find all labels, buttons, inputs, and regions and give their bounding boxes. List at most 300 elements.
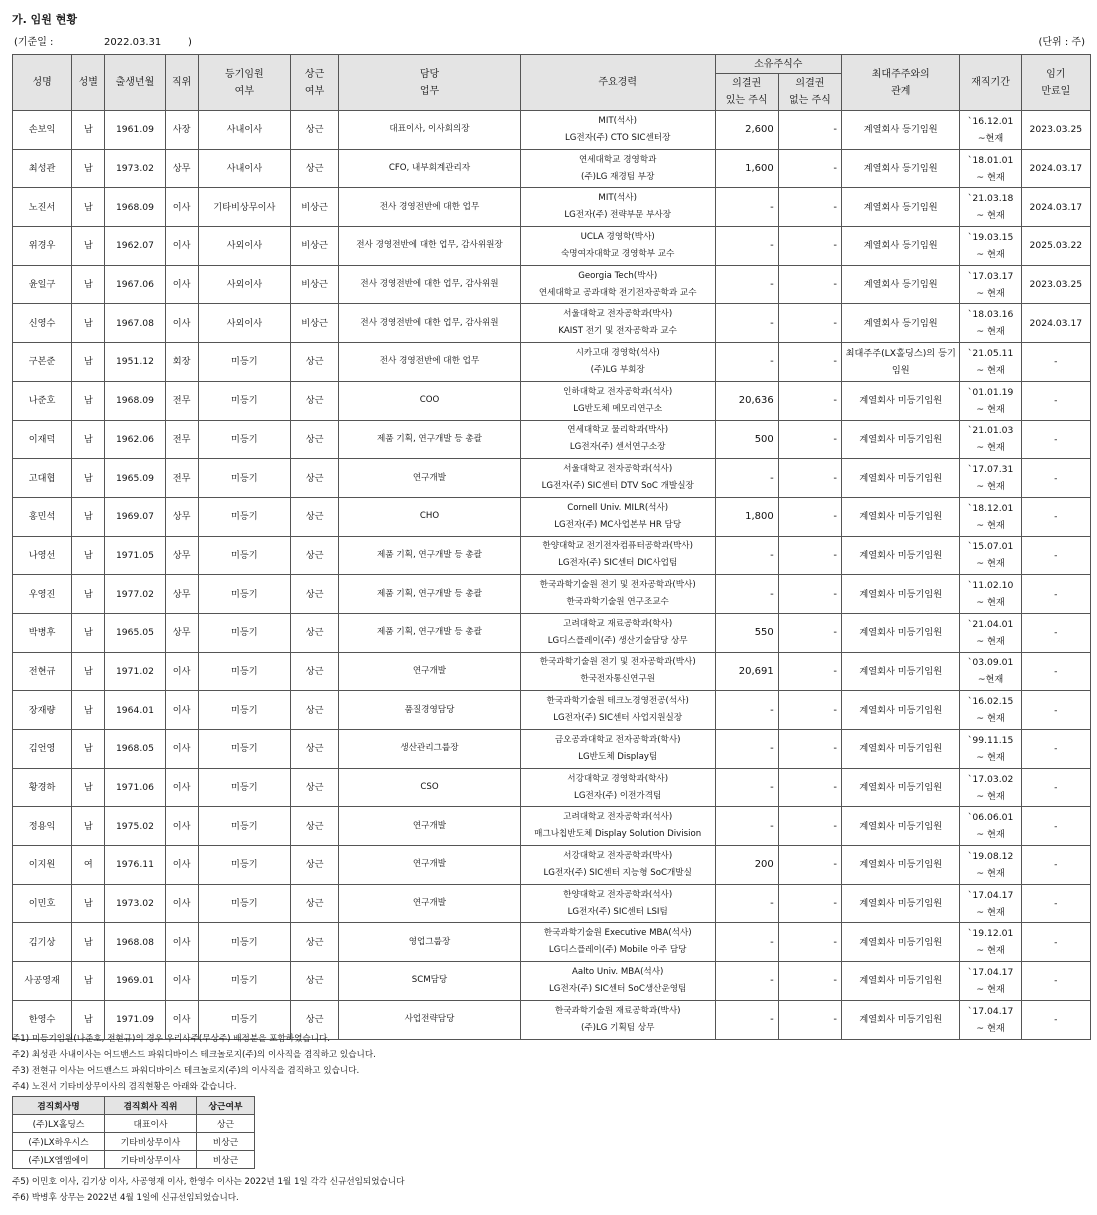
cell-gender: 남	[72, 381, 105, 420]
table-row	[13, 575, 1091, 614]
cell-birth: 1971.06	[105, 768, 165, 807]
cell-nonvoting-shares: -	[778, 343, 841, 382]
cell-gender: 남	[72, 575, 105, 614]
table-row	[13, 691, 1091, 730]
sub-table-cell: 기타비상무이사	[105, 1151, 197, 1169]
cell-gender: 남	[72, 149, 105, 188]
sub-table-row	[13, 1133, 255, 1151]
cell-gender: 여	[72, 846, 105, 885]
cell-position: 이사	[165, 923, 198, 962]
cell-tenure: `03.09.01 ~현재	[960, 652, 1021, 691]
cell-voting-shares: -	[715, 188, 778, 227]
cell-relation: 계열회사 미등기임원	[842, 575, 960, 614]
cell-gender: 남	[72, 343, 105, 382]
cell-relation: 계열회사 미등기임원	[842, 691, 960, 730]
cell-fulltime: 상근	[290, 691, 338, 730]
cell-voting-shares: -	[715, 265, 778, 304]
cell-duty: 연구개발	[339, 884, 521, 923]
cell-career: 한국과학기술원 Executive MBA(석사) LG디스플레이(주) Mobile 아주 담당	[520, 923, 715, 962]
footnote: 주1) 미등기임원(나준호, 전현규)의 경우 우리사주(무상주) 배정분을 포함하였습니다.	[12, 1034, 331, 1044]
cell-duty: 제품 기획, 연구개발 등 총괄	[339, 575, 521, 614]
cell-voting-shares: -	[715, 807, 778, 846]
cell-tenure: `11.02.10 ~ 현재	[960, 575, 1021, 614]
cell-position: 전무	[165, 420, 198, 459]
cell-voting-shares: -	[715, 536, 778, 575]
sub-table-cell: 대표이사	[105, 1115, 197, 1133]
cell-nonvoting-shares: -	[778, 497, 841, 536]
cell-position: 이사	[165, 304, 198, 343]
cell-tenure: `17.03.02 ~ 현재	[960, 768, 1021, 807]
cell-duty: CFO, 내부회계관리자	[339, 149, 521, 188]
cell-relation: 계열회사 미등기임원	[842, 730, 960, 769]
cell-voting-shares: 500	[715, 420, 778, 459]
cell-relation: 계열회사 미등기임원	[842, 652, 960, 691]
sub-table-cell: (주)LX홀딩스	[13, 1115, 105, 1133]
cell-relation: 최대주주(LX홀딩스)의 등기임원	[842, 343, 960, 382]
cell-duty: 제품 기획, 연구개발 등 총괄	[339, 613, 521, 652]
table-row	[13, 497, 1091, 536]
cell-career: 서울대학교 전자공학과(박사) KAIST 전기 및 전자공학과 교수	[520, 304, 715, 343]
cell-career: UCLA 경영학(박사) 숙명여자대학교 경영학부 교수	[520, 227, 715, 266]
header-duty: 담당 업무	[339, 55, 521, 111]
cell-term: -	[1021, 846, 1090, 885]
header-fulltime: 상근 여부	[290, 55, 338, 111]
cell-registered: 미등기	[198, 459, 290, 498]
header-birth: 출생년월	[105, 55, 165, 111]
cell-name: 노진서	[13, 188, 72, 227]
cell-relation: 계열회사 등기임원	[842, 227, 960, 266]
cell-fulltime: 상근	[290, 381, 338, 420]
cell-term: 2025.03.22	[1021, 227, 1090, 266]
cell-name: 위경우	[13, 227, 72, 266]
table-row	[13, 923, 1091, 962]
cell-term: -	[1021, 343, 1090, 382]
cell-birth: 1971.02	[105, 652, 165, 691]
sub-header-fulltime: 상근여부	[197, 1097, 255, 1115]
cell-name: 최성관	[13, 149, 72, 188]
sub-table-cell: 기타비상무이사	[105, 1133, 197, 1151]
cell-nonvoting-shares: -	[778, 304, 841, 343]
cell-duty: 생산관리그룹장	[339, 730, 521, 769]
cell-nonvoting-shares: -	[778, 768, 841, 807]
cell-fulltime: 상근	[290, 652, 338, 691]
cell-term: -	[1021, 536, 1090, 575]
cell-term: -	[1021, 459, 1090, 498]
cell-duty: SCM담당	[339, 962, 521, 1001]
cell-relation: 계열회사 등기임원	[842, 149, 960, 188]
cell-duty: 사업전략담당	[339, 1000, 521, 1039]
header-shares: 소유주식수	[715, 55, 841, 74]
cell-relation: 계열회사 미등기임원	[842, 459, 960, 498]
cell-nonvoting-shares: -	[778, 149, 841, 188]
cell-relation: 계열회사 미등기임원	[842, 420, 960, 459]
cell-tenure: `01.01.19 ~ 현재	[960, 381, 1021, 420]
cell-duty: 전사 경영전반에 대한 업무	[339, 188, 521, 227]
table-row	[13, 807, 1091, 846]
cell-gender: 남	[72, 807, 105, 846]
cell-position: 상무	[165, 536, 198, 575]
cell-position: 상무	[165, 613, 198, 652]
cell-career: 한국과학기술원 테크노경영전공(석사) LG전자(주) SIC센터 사업지원실장	[520, 691, 715, 730]
cell-name: 우영진	[13, 575, 72, 614]
cell-duty: COO	[339, 381, 521, 420]
table-row	[13, 962, 1091, 1001]
basis-open: (기준일 :	[14, 37, 54, 48]
cell-registered: 미등기	[198, 884, 290, 923]
cell-registered: 미등기	[198, 497, 290, 536]
header-gender: 성별	[72, 55, 105, 111]
cell-position: 이사	[165, 846, 198, 885]
cell-gender: 남	[72, 691, 105, 730]
cell-name: 박병후	[13, 613, 72, 652]
cell-nonvoting-shares: -	[778, 188, 841, 227]
cell-voting-shares: 550	[715, 613, 778, 652]
cell-career: Georgia Tech(박사) 연세대학교 공과대학 전기전자공학과 교수	[520, 265, 715, 304]
cell-nonvoting-shares: -	[778, 962, 841, 1001]
cell-duty: 제품 기획, 연구개발 등 총괄	[339, 420, 521, 459]
footnotes	[12, 1031, 376, 1095]
cell-relation: 계열회사 등기임원	[842, 111, 960, 150]
cell-birth: 1975.02	[105, 807, 165, 846]
cell-fulltime: 비상근	[290, 188, 338, 227]
cell-tenure: `17.04.17 ~ 현재	[960, 1000, 1021, 1039]
cell-term: 2024.03.17	[1021, 304, 1090, 343]
cell-relation: 계열회사 미등기임원	[842, 884, 960, 923]
cell-term: -	[1021, 497, 1090, 536]
header-name: 성명	[13, 55, 72, 111]
cell-voting-shares: -	[715, 227, 778, 266]
footnote: 주2) 최성관 사내이사는 어드밴스드 파워디바이스 테크놀로지(주)의 이사직을 겸직하고 있습니다.	[12, 1050, 376, 1060]
cell-tenure: `16.02.15 ~ 현재	[960, 691, 1021, 730]
cell-voting-shares: 20,636	[715, 381, 778, 420]
cell-position: 상무	[165, 149, 198, 188]
cell-tenure: `06.06.01 ~ 현재	[960, 807, 1021, 846]
cell-tenure: `21.01.03 ~ 현재	[960, 420, 1021, 459]
sub-header-company: 겸직회사명	[13, 1097, 105, 1115]
header-relation: 최대주주와의 관계	[842, 55, 960, 111]
table-row	[13, 381, 1091, 420]
cell-duty: CSO	[339, 768, 521, 807]
cell-career: 한양대학교 전자공학과(석사) LG전자(주) SIC센터 LSI팀	[520, 884, 715, 923]
cell-career: MIT(석사) LG전자(주) CTO SIC센터장	[520, 111, 715, 150]
cell-nonvoting-shares: -	[778, 536, 841, 575]
cell-career: 서강대학교 전자공학과(박사) LG전자(주) SIC센터 지능형 SoC개발실	[520, 846, 715, 885]
cell-career: 한국과학기술원 전기 및 전자공학과(박사) 한국과학기술원 연구조교수	[520, 575, 715, 614]
cell-fulltime: 상근	[290, 884, 338, 923]
cell-nonvoting-shares: -	[778, 846, 841, 885]
cell-tenure: `17.07.31 ~ 현재	[960, 459, 1021, 498]
cell-tenure: `18.12.01 ~ 현재	[960, 497, 1021, 536]
table-row	[13, 149, 1091, 188]
cell-term: -	[1021, 613, 1090, 652]
cell-fulltime: 상근	[290, 575, 338, 614]
table-row	[13, 188, 1091, 227]
cell-term: -	[1021, 962, 1090, 1001]
cell-gender: 남	[72, 962, 105, 1001]
header-voting: 의결권 있는 주식	[715, 74, 778, 111]
cell-nonvoting-shares: -	[778, 807, 841, 846]
cell-voting-shares: 2,600	[715, 111, 778, 150]
sub-table-cell: 비상근	[197, 1151, 255, 1169]
cell-birth: 1968.09	[105, 381, 165, 420]
cell-gender: 남	[72, 730, 105, 769]
footnote: 주4) 노진서 기타비상무이사의 겸직현황은 아래와 같습니다.	[12, 1082, 237, 1092]
cell-duty: 대표이사, 이사회의장	[339, 111, 521, 150]
cell-duty: CHO	[339, 497, 521, 536]
cell-voting-shares: 200	[715, 846, 778, 885]
cell-term: -	[1021, 730, 1090, 769]
cell-tenure: `17.03.17 ~ 현재	[960, 265, 1021, 304]
cell-registered: 기타비상무이사	[198, 188, 290, 227]
footnotes-after	[12, 1174, 405, 1206]
table-row	[13, 420, 1091, 459]
table-row	[13, 536, 1091, 575]
cell-registered: 미등기	[198, 768, 290, 807]
cell-relation: 계열회사 미등기임원	[842, 381, 960, 420]
cell-birth: 1965.09	[105, 459, 165, 498]
cell-fulltime: 상근	[290, 111, 338, 150]
cell-birth: 1968.09	[105, 188, 165, 227]
sub-table-row	[13, 1115, 255, 1133]
cell-duty: 연구개발	[339, 459, 521, 498]
cell-nonvoting-shares: -	[778, 111, 841, 150]
cell-term: 2023.03.25	[1021, 111, 1090, 150]
cell-gender: 남	[72, 265, 105, 304]
cell-birth: 1971.09	[105, 1000, 165, 1039]
cell-duty: 전사 경영전반에 대한 업무, 감사위원	[339, 304, 521, 343]
cell-registered: 사외이사	[198, 265, 290, 304]
cell-voting-shares: -	[715, 343, 778, 382]
cell-name: 나준호	[13, 381, 72, 420]
cell-gender: 남	[72, 613, 105, 652]
cell-term: -	[1021, 884, 1090, 923]
cell-name: 이민호	[13, 884, 72, 923]
table-row	[13, 459, 1091, 498]
cell-career: 인하대학교 전자공학과(석사) LG반도체 메모리연구소	[520, 381, 715, 420]
cell-name: 김기상	[13, 923, 72, 962]
cell-position: 사장	[165, 111, 198, 150]
cell-fulltime: 상근	[290, 497, 338, 536]
cell-registered: 사내이사	[198, 149, 290, 188]
cell-registered: 미등기	[198, 923, 290, 962]
cell-nonvoting-shares: -	[778, 652, 841, 691]
cell-birth: 1971.05	[105, 536, 165, 575]
table-row	[13, 730, 1091, 769]
cell-voting-shares: -	[715, 304, 778, 343]
cell-fulltime: 상근	[290, 536, 338, 575]
cell-voting-shares: -	[715, 459, 778, 498]
cell-position: 전무	[165, 459, 198, 498]
cell-relation: 계열회사 등기임원	[842, 304, 960, 343]
section-title: 가. 임원 현황	[12, 13, 77, 26]
cell-registered: 미등기	[198, 846, 290, 885]
cell-name: 윤일구	[13, 265, 72, 304]
cell-registered: 미등기	[198, 807, 290, 846]
cell-birth: 1965.05	[105, 613, 165, 652]
cell-fulltime: 비상근	[290, 227, 338, 266]
cell-position: 이사	[165, 227, 198, 266]
cell-career: 연세대학교 물리학과(박사) LG전자(주) 센서연구소장	[520, 420, 715, 459]
cell-fulltime: 상근	[290, 923, 338, 962]
cell-voting-shares: -	[715, 923, 778, 962]
cell-gender: 남	[72, 497, 105, 536]
cell-term: -	[1021, 652, 1090, 691]
basis-date-line	[14, 33, 192, 48]
cell-fulltime: 상근	[290, 459, 338, 498]
cell-name: 김언영	[13, 730, 72, 769]
cell-birth: 1951.12	[105, 343, 165, 382]
cell-name: 나영선	[13, 536, 72, 575]
cell-fulltime: 상근	[290, 420, 338, 459]
cell-birth: 1969.01	[105, 962, 165, 1001]
cell-career: Cornell Univ. MILR(석사) LG전자(주) MC사업본부 HR 담당	[520, 497, 715, 536]
footnote: 주5) 이민호 이사, 김기상 이사, 사공영재 이사, 한영수 이사는 2022년 1월 1일 각각 신규선임되었습니다	[12, 1177, 405, 1187]
cell-duty: 제품 기획, 연구개발 등 총괄	[339, 536, 521, 575]
cell-name: 전현규	[13, 652, 72, 691]
cell-relation: 계열회사 미등기임원	[842, 807, 960, 846]
cell-gender: 남	[72, 923, 105, 962]
cell-gender: 남	[72, 304, 105, 343]
cell-name: 장재량	[13, 691, 72, 730]
cell-tenure: `19.12.01 ~ 현재	[960, 923, 1021, 962]
cell-term: 2024.03.17	[1021, 149, 1090, 188]
cell-gender: 남	[72, 884, 105, 923]
cell-name: 홍민석	[13, 497, 72, 536]
cell-term: -	[1021, 923, 1090, 962]
cell-tenure: `17.04.17 ~ 현재	[960, 962, 1021, 1001]
cell-term: -	[1021, 420, 1090, 459]
footnote: 주6) 박병후 상무는 2022년 4월 1일에 신규선임되었습니다.	[12, 1193, 239, 1203]
cell-relation: 계열회사 미등기임원	[842, 1000, 960, 1039]
cell-registered: 미등기	[198, 1000, 290, 1039]
cell-registered: 사외이사	[198, 304, 290, 343]
cell-position: 이사	[165, 962, 198, 1001]
cell-registered: 미등기	[198, 575, 290, 614]
cell-voting-shares: -	[715, 691, 778, 730]
cell-birth: 1973.02	[105, 149, 165, 188]
cell-position: 이사	[165, 1000, 198, 1039]
cell-registered: 미등기	[198, 962, 290, 1001]
sub-table-cell: 상근	[197, 1115, 255, 1133]
sub-table-row	[13, 1151, 255, 1169]
cell-career: 고려대학교 재료공학과(학사) LG디스플레이(주) 생산기술담당 상무	[520, 613, 715, 652]
cell-gender: 남	[72, 768, 105, 807]
cell-gender: 남	[72, 652, 105, 691]
cell-registered: 미등기	[198, 730, 290, 769]
cell-voting-shares: 20,691	[715, 652, 778, 691]
cell-position: 회장	[165, 343, 198, 382]
cell-duty: 품질경영담당	[339, 691, 521, 730]
table-row	[13, 111, 1091, 150]
cell-position: 전무	[165, 381, 198, 420]
cell-registered: 미등기	[198, 536, 290, 575]
cell-nonvoting-shares: -	[778, 691, 841, 730]
header-career: 주요경력	[520, 55, 715, 111]
cell-term: -	[1021, 807, 1090, 846]
cell-voting-shares: -	[715, 962, 778, 1001]
header-registered: 등기임원 여부	[198, 55, 290, 111]
cell-nonvoting-shares: -	[778, 575, 841, 614]
cell-career: 금오공과대학교 전자공학과(학사) LG반도체 Display팀	[520, 730, 715, 769]
cell-tenure: `21.04.01 ~ 현재	[960, 613, 1021, 652]
cell-position: 이사	[165, 884, 198, 923]
cell-name: 한영수	[13, 1000, 72, 1039]
cell-nonvoting-shares: -	[778, 923, 841, 962]
cell-career: 한국과학기술원 재료공학과(박사) (주)LG 기획팀 상무	[520, 1000, 715, 1039]
footnote: 주3) 전현규 이사는 어드밴스드 파워디바이스 테크놀로지(주)의 이사직을 겸직하고 있습니다.	[12, 1066, 360, 1076]
cell-relation: 계열회사 미등기임원	[842, 536, 960, 575]
cell-nonvoting-shares: -	[778, 613, 841, 652]
cell-tenure: `99.11.15 ~ 현재	[960, 730, 1021, 769]
cell-relation: 계열회사 미등기임원	[842, 768, 960, 807]
cell-position: 상무	[165, 575, 198, 614]
cell-relation: 계열회사 미등기임원	[842, 923, 960, 962]
table-row	[13, 227, 1091, 266]
header-term: 임기 만료일	[1021, 55, 1090, 111]
cell-birth: 1969.07	[105, 497, 165, 536]
cell-career: 한양대학교 전기전자컴퓨터공학과(박사) LG전자(주) SIC센터 DIC사업팀	[520, 536, 715, 575]
cell-term: 2024.03.17	[1021, 188, 1090, 227]
cell-birth: 1962.06	[105, 420, 165, 459]
cell-term: -	[1021, 768, 1090, 807]
cell-career: MIT(석사) LG전자(주) 전략부문 부사장	[520, 188, 715, 227]
cell-birth: 1967.06	[105, 265, 165, 304]
table-row	[13, 652, 1091, 691]
cell-nonvoting-shares: -	[778, 381, 841, 420]
header-nonvoting: 의결권 없는 주식	[778, 74, 841, 111]
cell-birth: 1976.11	[105, 846, 165, 885]
cell-relation: 계열회사 등기임원	[842, 265, 960, 304]
cell-term: -	[1021, 1000, 1090, 1039]
cell-nonvoting-shares: -	[778, 884, 841, 923]
sub-table-cell: (주)LX엠엠에이	[13, 1151, 105, 1169]
cell-registered: 미등기	[198, 652, 290, 691]
cell-career: 고려대학교 전자공학과(석사) 매그나칩반도체 Display Solution Division	[520, 807, 715, 846]
cell-birth: 1968.08	[105, 923, 165, 962]
cell-fulltime: 상근	[290, 768, 338, 807]
sub-table-cell: (주)LX하우시스	[13, 1133, 105, 1151]
cell-fulltime: 상근	[290, 807, 338, 846]
cell-duty: 전사 경영전반에 대한 업무	[339, 343, 521, 382]
cell-name: 고대협	[13, 459, 72, 498]
cell-position: 이사	[165, 188, 198, 227]
cell-nonvoting-shares: -	[778, 265, 841, 304]
cell-term: -	[1021, 575, 1090, 614]
basis-close: )	[188, 37, 192, 48]
table-row	[13, 343, 1091, 382]
unit-label: (단위 : 주)	[1038, 37, 1085, 48]
cell-tenure: `19.03.15 ~ 현재	[960, 227, 1021, 266]
cell-fulltime: 상근	[290, 343, 338, 382]
cell-name: 이재덕	[13, 420, 72, 459]
cell-fulltime: 상근	[290, 730, 338, 769]
cell-name: 정용익	[13, 807, 72, 846]
cell-position: 이사	[165, 265, 198, 304]
executive-table	[12, 54, 1091, 1040]
cell-career: 서강대학교 경영학과(학사) LG전자(주) 이전가격팀	[520, 768, 715, 807]
sub-table-cell: 비상근	[197, 1133, 255, 1151]
cell-nonvoting-shares: -	[778, 459, 841, 498]
cell-tenure: `16.12.01 ~현재	[960, 111, 1021, 150]
cell-fulltime: 비상근	[290, 265, 338, 304]
cell-tenure: `15.07.01 ~ 현재	[960, 536, 1021, 575]
cell-voting-shares: 1,600	[715, 149, 778, 188]
cell-term: -	[1021, 691, 1090, 730]
cell-voting-shares: -	[715, 730, 778, 769]
cell-tenure: `18.03.16 ~ 현재	[960, 304, 1021, 343]
cell-duty: 전사 경영전반에 대한 업무, 감사위원	[339, 265, 521, 304]
cell-birth: 1973.02	[105, 884, 165, 923]
